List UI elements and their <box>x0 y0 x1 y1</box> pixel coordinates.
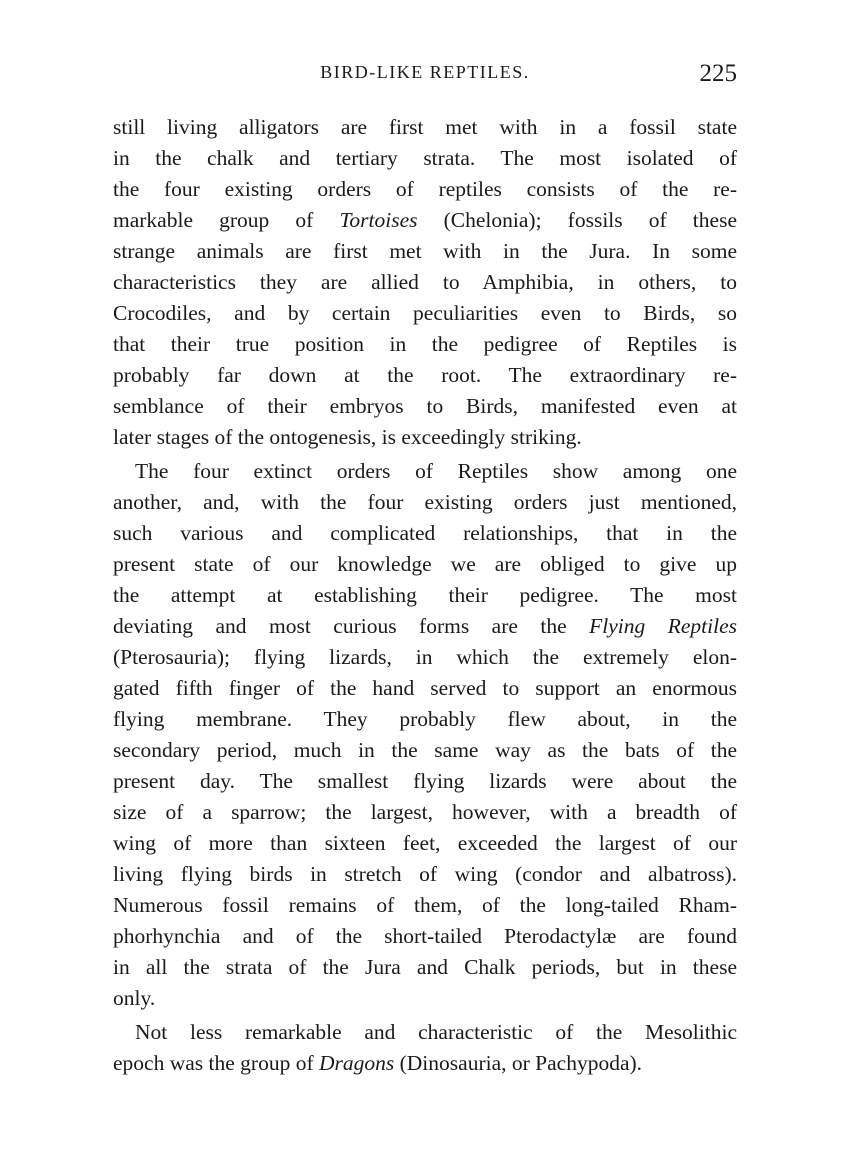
text-line <box>113 456 737 487</box>
text-line <box>113 422 737 453</box>
text-line <box>113 236 737 267</box>
text-line <box>113 642 737 673</box>
text-line <box>113 828 737 859</box>
text-line <box>113 112 737 143</box>
text-line <box>113 921 737 952</box>
text-run: Not less remarkable and characteristic of the Mesolithic <box>135 1020 737 1044</box>
text-run: markable group of <box>113 208 340 232</box>
text-run: characteristics they are allied to Amphibia, in others, to <box>113 270 737 294</box>
text-run: secondary period, much in the same way as the bats of the <box>113 738 737 762</box>
text-run: gated fifth finger of the hand served to support an enormous <box>113 676 737 700</box>
text-run: in all the strata of the Jura and Chalk periods, but in these <box>113 955 737 979</box>
text-line <box>113 1048 737 1079</box>
text-line <box>113 704 737 735</box>
text-run: The four extinct orders of Reptiles show among one <box>135 459 737 483</box>
text-run: (Dinosauria, or Pachypoda). <box>394 1051 643 1075</box>
text-run: phorhynchia and of the short-tailed Pterodactylæ are found <box>113 924 737 948</box>
text-run: in the chalk and tertiary strata. The most isolated of <box>113 146 737 170</box>
text-line <box>113 797 737 828</box>
text-line <box>113 549 737 580</box>
text-line <box>113 205 737 236</box>
page-number: 225 <box>699 60 737 87</box>
paragraph <box>113 112 737 453</box>
text-line <box>113 329 737 360</box>
italic-term: Tortoises <box>339 208 418 232</box>
body-text <box>113 112 737 1079</box>
text-line <box>113 890 737 921</box>
text-line <box>113 174 737 205</box>
text-line <box>113 298 737 329</box>
text-run: wing of more than sixteen feet, exceeded the largest of our <box>113 831 737 855</box>
text-run: such various and complicated relationships, that in the <box>113 521 737 545</box>
text-run: the four existing orders of reptiles consists of the re- <box>113 177 737 201</box>
text-line <box>113 952 737 983</box>
text-run: still living alligators are first met with in a fossil state <box>113 115 737 139</box>
text-run: probably far down at the root. The extraordinary re- <box>113 363 737 387</box>
text-line <box>113 360 737 391</box>
text-run: semblance of their embryos to Birds, manifested even at <box>113 394 737 418</box>
text-run: present state of our knowledge we are obliged to give up <box>113 552 737 576</box>
paragraph <box>113 1017 737 1079</box>
text-line <box>113 1017 737 1048</box>
text-line <box>113 267 737 298</box>
text-run: size of a sparrow; the largest, however, with a breadth of <box>113 800 737 824</box>
book-page <box>113 0 737 1150</box>
text-run: only. <box>113 986 156 1010</box>
running-title: BIRD-LIKE REPTILES. <box>320 62 530 82</box>
text-run: another, and, with the four existing orders just mentioned, <box>113 490 737 514</box>
text-run: living flying birds in stretch of wing (condor and albatross). <box>113 862 737 886</box>
text-run: Crocodiles, and by certain peculiarities even to Birds, so <box>113 301 737 325</box>
text-line <box>113 735 737 766</box>
text-line <box>113 766 737 797</box>
text-run: Numerous fossil remains of them, of the long-tailed Rham- <box>113 893 737 917</box>
italic-term: Flying Reptiles <box>589 614 737 638</box>
text-run: strange animals are first met with in the Jura. In some <box>113 239 737 263</box>
paragraph <box>113 456 737 1014</box>
text-run: present day. The smallest flying lizards were about the <box>113 769 737 793</box>
text-line <box>113 611 737 642</box>
text-line <box>113 143 737 174</box>
text-line <box>113 859 737 890</box>
running-head <box>113 60 737 90</box>
text-run: later stages of the ontogenesis, is exceedingly striking. <box>113 425 582 449</box>
text-line <box>113 673 737 704</box>
text-line <box>113 487 737 518</box>
text-run: that their true position in the pedigree of Reptiles is <box>113 332 737 356</box>
text-run: (Pterosauria); flying lizards, in which the extremely elon- <box>113 645 737 669</box>
text-line <box>113 391 737 422</box>
text-run: epoch was the group of <box>113 1051 319 1075</box>
text-line <box>113 580 737 611</box>
text-run: flying membrane. They probably flew about, in the <box>113 707 737 731</box>
text-run: (Chelonia); fossils of these <box>417 208 737 232</box>
text-line <box>113 983 737 1014</box>
text-line <box>113 518 737 549</box>
italic-term: Dragons <box>318 1051 395 1075</box>
text-run: the attempt at establishing their pedigree. The most <box>113 583 737 607</box>
text-run: deviating and most curious forms are the <box>113 614 590 638</box>
